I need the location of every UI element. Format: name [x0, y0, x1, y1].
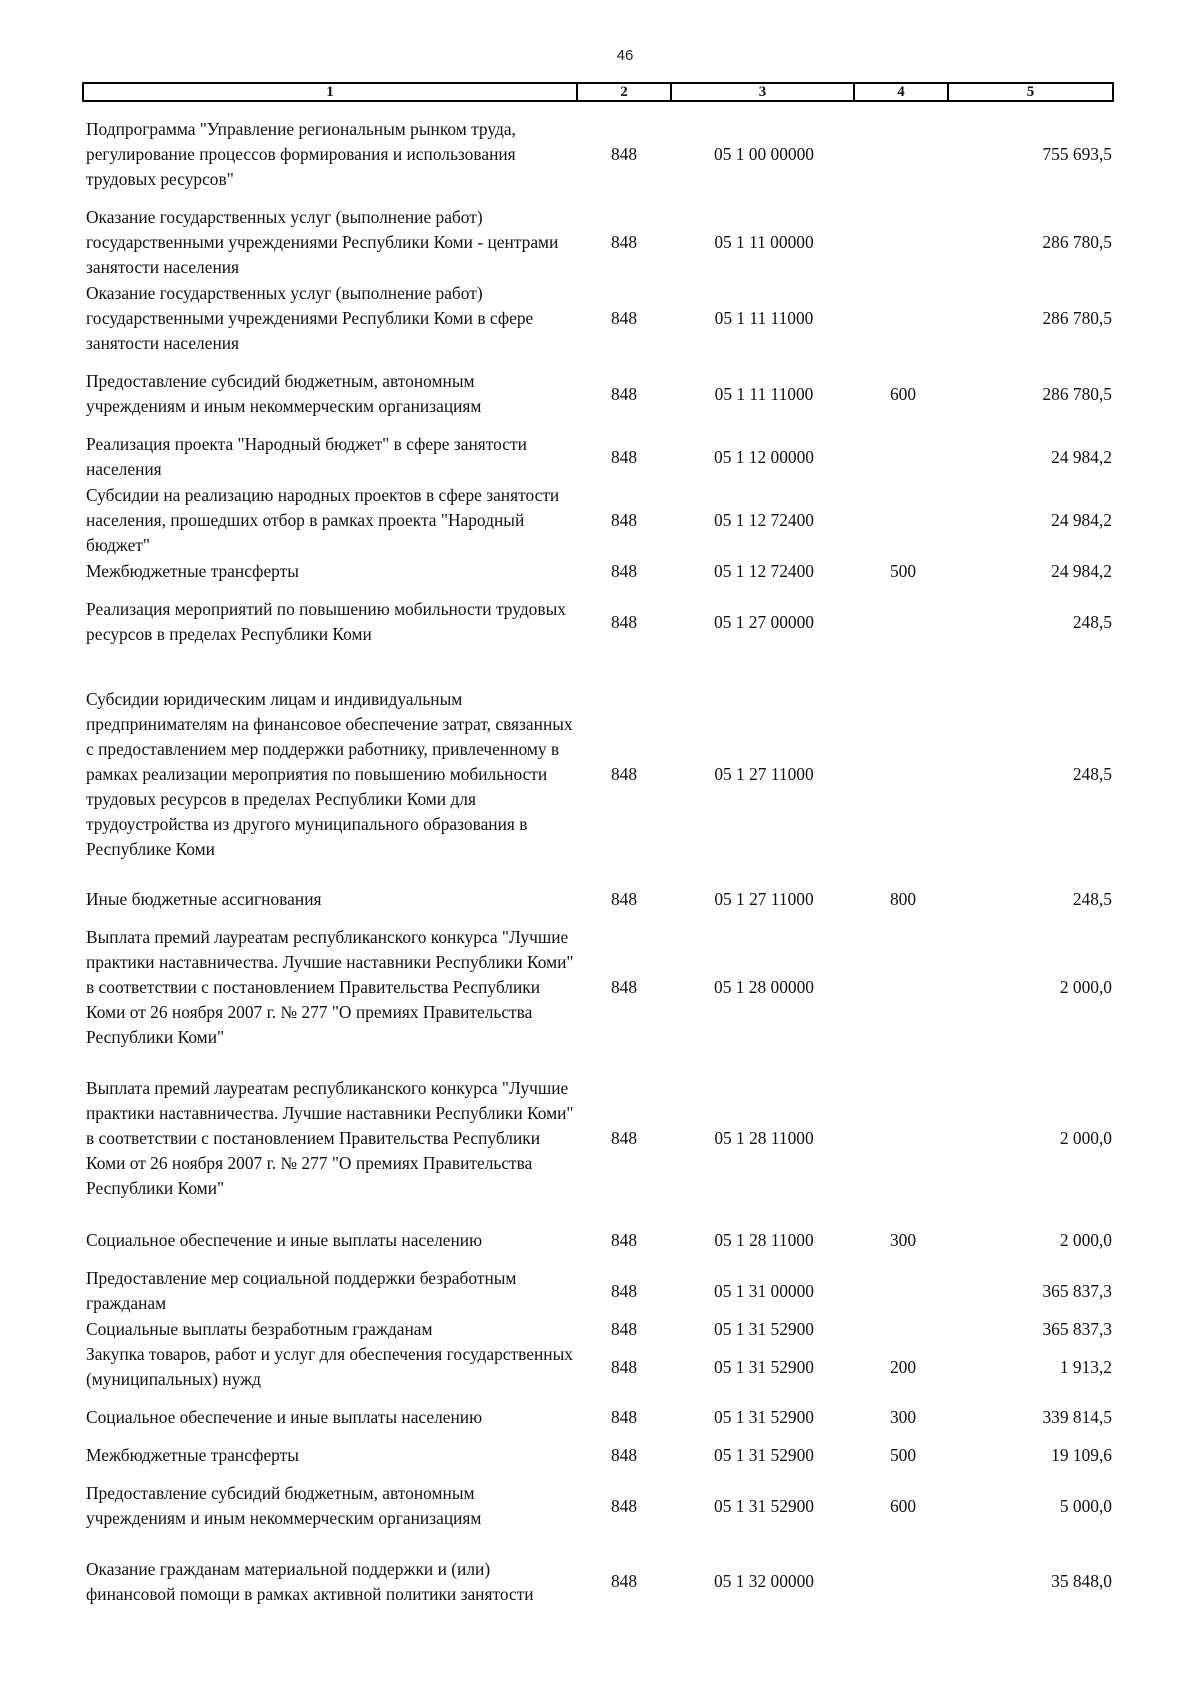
row-name: Иные бюджетные ассигнования	[86, 889, 322, 909]
row-sum: 248,5	[1072, 889, 1112, 909]
row-code: 05 1 31 52900	[714, 1445, 814, 1465]
row-gr: 848	[610, 1407, 638, 1427]
row-code: 05 1 28 11000	[714, 1128, 814, 1148]
row-name: Субсидии юридическим лицам и индивидуальным предпринимателям на финансовое обеспечение затрат, связанных с предоставлением мер поддержки работнику, привлеченному в рамках реализации мероприятия по повышению мобильности трудовых ресурсов в пределах Республики Коми для трудоустройства из другого муниципального образования в Республике Коми	[86, 688, 573, 859]
row-name: Предоставление субсидий бюджетным, автономным учреждениям и иным некоммерческим организациям	[86, 1483, 482, 1528]
table-row	[84, 1076, 1114, 1201]
row-gr: 848	[610, 383, 638, 404]
row-name: Предоставление мер социальной поддержки безработным гражданам	[86, 1268, 517, 1313]
row-sum: 35 848,0	[1051, 1571, 1112, 1591]
row-gr: 848	[610, 510, 638, 530]
row-sum: 365 837,3	[1042, 1280, 1112, 1301]
row-sum: 19 109,6	[1051, 1445, 1112, 1465]
row-gr: 848	[610, 1571, 638, 1591]
row-gr: 848	[610, 1356, 638, 1377]
row-code: 05 1 28 11000	[714, 1230, 814, 1250]
row-code: 05 1 27 11000	[714, 763, 814, 784]
header-col-5: 5	[1026, 84, 1035, 100]
table-row	[84, 925, 1114, 1050]
row-gr: 848	[610, 232, 638, 252]
row-gr: 848	[610, 763, 638, 784]
row-name: Межбюджетные трансферты	[86, 1445, 299, 1465]
header-col-3: 3	[672, 84, 855, 100]
row-name: Социальные выплаты безработным гражданам	[86, 1319, 433, 1339]
row-gr: 848	[610, 611, 638, 632]
row-sum: 5 000,0	[1059, 1495, 1112, 1516]
row-name: Оказание государственных услуг (выполнение работ) государственными учреждениями Республики Коми в сфере занятости населения	[86, 283, 534, 353]
row-name: Социальное обеспечение и иные выплаты населению	[86, 1407, 483, 1427]
row-code: 05 1 12 72400	[714, 510, 814, 530]
row-gr: 848	[610, 977, 638, 997]
row-sum: 2 000,0	[1059, 977, 1112, 997]
row-name: Реализация мероприятий по повышению мобильности трудовых ресурсов в пределах Республики Коми	[86, 599, 566, 644]
row-gr: 848	[610, 1280, 638, 1301]
row-sum: 286 780,5	[1042, 232, 1112, 252]
table-row	[84, 1266, 1114, 1316]
row-name: Выплата премий лауреатам республиканского конкурса "Лучшие практики наставничества. Лучшие наставники Республики Коми" в соответствии с постановлением Правительства Республики Коми от 26 ноября 2007 г. № 277 "О премиях Правительства Республики Коми"	[86, 927, 574, 1047]
row-code: 05 1 00 00000	[714, 144, 814, 164]
table-row	[84, 1342, 1114, 1392]
table-row	[84, 432, 1114, 482]
row-name: Реализация проекта "Народный бюджет" в сфере занятости населения	[86, 434, 527, 479]
row-sum: 2 000,0	[1059, 1128, 1112, 1148]
table-header	[82, 82, 1114, 102]
row-vr: 600	[889, 383, 917, 404]
row-code: 05 1 31 00000	[714, 1280, 814, 1301]
row-name: Подпрограмма "Управление региональным рынком труда, регулирование процессов формирования и использования трудовых ресурсов"	[86, 119, 516, 189]
table-row	[84, 1481, 1114, 1531]
row-sum: 248,5	[1072, 763, 1112, 784]
row-gr: 848	[610, 446, 638, 467]
row-gr: 848	[610, 561, 638, 581]
row-vr: 600	[889, 1495, 917, 1516]
table-row	[84, 205, 1114, 280]
row-code: 05 1 11 00000	[714, 232, 814, 252]
row-vr: 800	[889, 889, 917, 909]
row-vr: 300	[889, 1230, 917, 1250]
row-gr: 848	[610, 1230, 638, 1250]
row-gr: 848	[610, 308, 638, 328]
row-gr: 848	[610, 1445, 638, 1465]
row-vr: 500	[889, 1445, 917, 1465]
row-name: Предоставление субсидий бюджетным, автономным учреждениям и иным некоммерческим организациям	[86, 371, 482, 416]
row-sum: 286 780,5	[1042, 383, 1112, 404]
row-sum: 248,5	[1072, 611, 1112, 632]
table-row	[84, 1228, 1114, 1253]
table-row	[84, 674, 1114, 874]
table-row	[84, 1317, 1114, 1342]
row-name: Социальное обеспечение и иные выплаты населению	[86, 1230, 483, 1250]
header-col-2: 2	[578, 84, 672, 100]
row-code: 05 1 31 52900	[714, 1407, 814, 1427]
row-code: 05 1 28 00000	[714, 977, 814, 997]
row-sum: 24 984,2	[1051, 510, 1112, 530]
header-col-4: 4	[855, 84, 949, 100]
table-row	[84, 281, 1114, 356]
row-code: 05 1 27 00000	[714, 611, 814, 632]
table-row	[84, 559, 1114, 584]
row-gr: 848	[610, 1495, 638, 1516]
row-sum: 339 814,5	[1042, 1407, 1112, 1427]
table-row	[84, 483, 1114, 558]
row-name: Закупка товаров, работ и услуг для обеспечения государственных (муниципальных) нужд	[86, 1344, 573, 1389]
page-number: 46	[616, 47, 634, 64]
row-name: Выплата премий лауреатам республиканского конкурса "Лучшие практики наставничества. Лучшие наставники Республики Коми" в соответствии с постановлением Правительства Республики Коми от 26 ноября 2007 г. № 277 "О премиях Правительства Республики Коми"	[86, 1078, 574, 1198]
row-name: Межбюджетные трансферты	[86, 561, 299, 581]
table-row	[84, 1405, 1114, 1430]
row-name: Оказание гражданам материальной поддержки и (или) финансовой помощи в рамках активной политики занятости	[86, 1558, 534, 1604]
header-col-1: 1	[84, 84, 578, 100]
table-row	[84, 369, 1114, 419]
row-sum: 1 913,2	[1059, 1356, 1112, 1377]
row-gr: 848	[610, 1128, 638, 1148]
row-code: 05 1 32 00000	[714, 1571, 814, 1591]
row-vr: 500	[889, 561, 917, 581]
row-code: 05 1 31 52900	[714, 1356, 814, 1377]
row-code: 05 1 31 52900	[714, 1495, 814, 1516]
row-code: 05 1 27 11000	[714, 889, 814, 909]
table-row	[84, 887, 1114, 912]
row-sum: 24 984,2	[1051, 561, 1112, 581]
row-vr: 300	[889, 1407, 917, 1427]
row-code: 05 1 11 11000	[714, 308, 814, 328]
row-sum: 365 837,3	[1042, 1319, 1112, 1339]
row-vr: 200	[889, 1356, 917, 1377]
row-sum: 286 780,5	[1042, 308, 1112, 328]
row-gr: 848	[610, 889, 638, 909]
table-row	[84, 1443, 1114, 1468]
row-code: 05 1 11 11000	[714, 383, 814, 404]
row-code: 05 1 12 72400	[714, 561, 814, 581]
row-code: 05 1 31 52900	[714, 1319, 814, 1339]
row-sum: 24 984,2	[1051, 446, 1112, 467]
row-name: Оказание государственных услуг (выполнение работ) государственными учреждениями Республики Коми - центрами занятости населения	[86, 207, 559, 277]
table-row	[84, 1544, 1114, 1619]
row-gr: 848	[610, 1319, 638, 1339]
row-sum: 755 693,5	[1042, 144, 1112, 164]
row-code: 05 1 12 00000	[714, 446, 814, 467]
row-gr: 848	[610, 144, 638, 164]
row-sum: 2 000,0	[1059, 1230, 1112, 1250]
row-name: Субсидии на реализацию народных проектов в сфере занятости населения, прошедших отбор в рамках проекта "Народный бюджет"	[86, 485, 560, 555]
table-row	[84, 597, 1114, 647]
table-row	[84, 117, 1114, 192]
